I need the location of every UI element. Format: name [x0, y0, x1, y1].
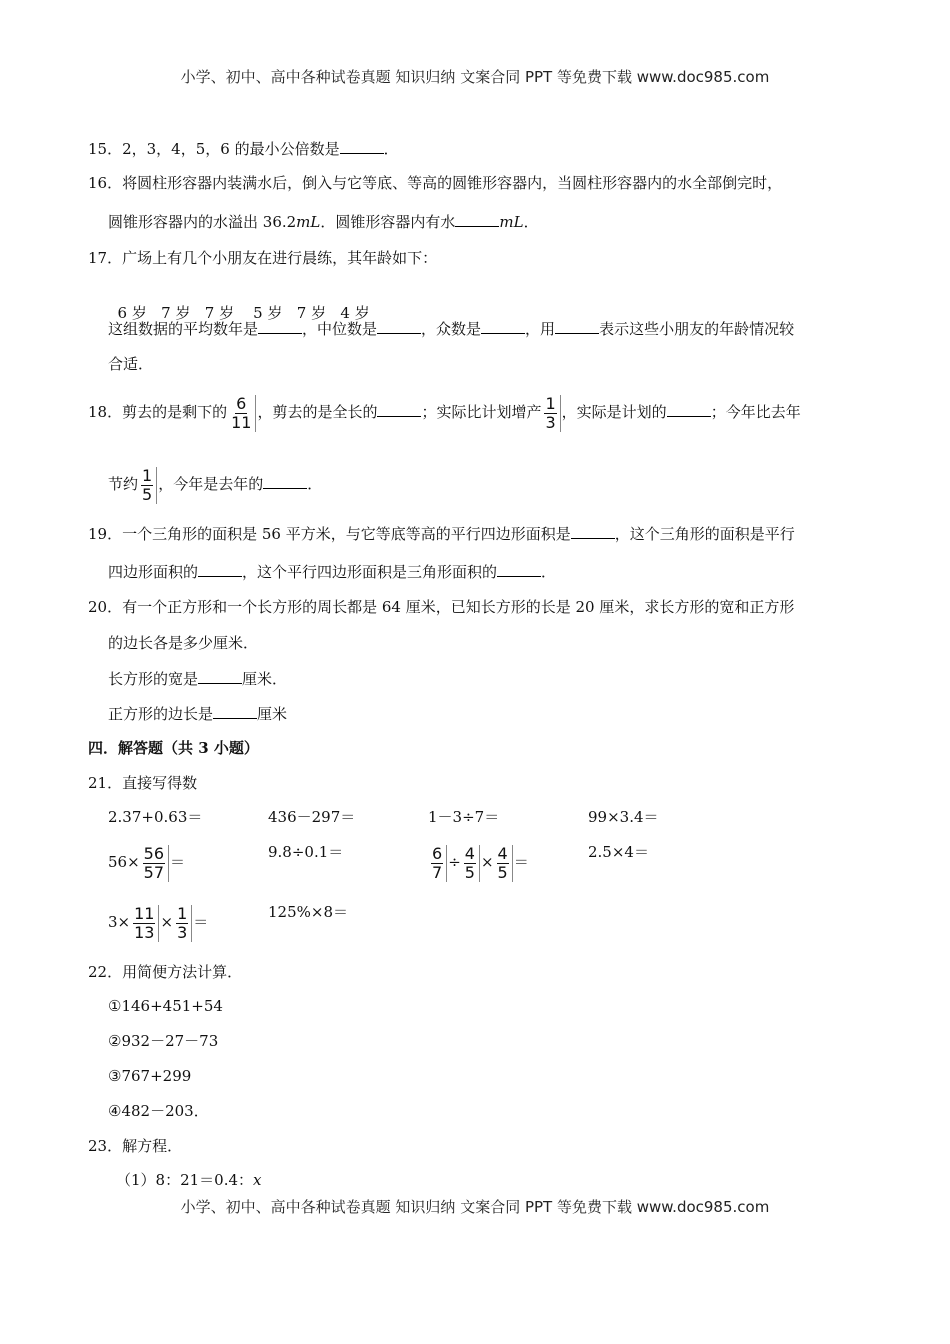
q21-r3f1-den: 13 [134, 922, 155, 942]
q17-line3e: 表示这些小朋友的年龄情况较 [599, 320, 795, 338]
q21-r3a: 3× [108, 913, 131, 931]
question-18-line2 [108, 464, 322, 504]
q18-end: ． [307, 475, 323, 493]
q21-r1-c3: 1－3÷7＝ [428, 808, 500, 826]
q21-title: 21．直接写得数 [88, 774, 198, 792]
q17-blank-mean[interactable] [258, 318, 302, 334]
q20-blank-width[interactable] [198, 668, 242, 684]
q17-blank-measure[interactable] [555, 318, 599, 334]
page-header: 小学、初中、高中各种试卷真题 知识归纳 文案合同 PPT 等免费下载 www.doc985.com [180, 68, 770, 86]
question-23-title [88, 1136, 182, 1156]
q18-blank-1[interactable] [377, 401, 421, 417]
question-19-line1 [88, 523, 795, 544]
q16-unit-1: mL [296, 213, 321, 231]
q21-r3-c2: 125%×8＝ [268, 903, 348, 921]
q21-r2-eq: ＝ [513, 853, 529, 871]
q23-title: 23．解方程． [88, 1137, 183, 1155]
q17-line1: 17．广场上有几个小朋友在进行晨练，其年龄如下： [88, 249, 438, 267]
q21-r2-c3 [428, 842, 529, 882]
q21-r3f2-den: 3 [177, 922, 188, 942]
q19-blank-3[interactable] [497, 561, 541, 577]
q21-r1-c2: 436－297＝ [268, 808, 356, 826]
q18-fraction-3 [139, 467, 157, 504]
q22-item-4: ④482－203． [108, 1102, 209, 1120]
q20-blank-side[interactable] [213, 703, 257, 719]
q21-r2d2-den: 5 [464, 862, 475, 882]
question-19-line2 [108, 561, 556, 582]
q16-line1: 16．将圆柱形容器内装满水后，倒入与它等底、等高的圆锥形容器内，当圆柱形容器内的水全部倒完时， [88, 174, 783, 192]
q21-r2d2-num: 4 [464, 843, 475, 863]
q17-line3d: ，用 [525, 320, 556, 338]
q15-blank[interactable] [340, 138, 384, 154]
q19-end: ． [541, 563, 557, 581]
q21-r3-c1 [108, 902, 208, 942]
q17-line4: 合适． [108, 355, 154, 373]
q21-r2f-num: 56 [143, 843, 165, 863]
q21-r2-c4: 2.5×4＝ [588, 843, 649, 861]
q20-s-b: 厘米 [257, 705, 288, 723]
q18-a: 18．剪去的是剩下的 [88, 403, 228, 421]
q18-f2-num: 1 [545, 393, 556, 413]
q20-s-a: 正方形的边长是 [108, 705, 214, 723]
q18-e: ；今年比去年 [710, 403, 801, 421]
q17-line3b: ，中位数是 [302, 320, 378, 338]
q23-part-1 [116, 1170, 262, 1190]
q21-r2d1-num: 6 [432, 843, 443, 863]
q18-f1-num: 6 [236, 393, 247, 413]
question-20-line1 [88, 597, 794, 617]
q21-r2-c1 [108, 842, 185, 882]
q22-item-1: ①146+451+54 [108, 997, 223, 1015]
q21-r3-op: × [160, 913, 174, 931]
q23-p1x: x [253, 1171, 262, 1189]
q18-d: ，实际是计划的 [561, 403, 667, 421]
question-15 [88, 138, 399, 159]
q21-r2-d2 [462, 845, 480, 882]
q16-blank[interactable] [455, 211, 499, 227]
question-22-title [88, 962, 242, 982]
question-16-line1 [88, 173, 782, 193]
q17-line3c: ，众数是 [421, 320, 482, 338]
q16-unit-2: mL [499, 213, 524, 231]
q18-b: ，剪去的是全长的 [257, 403, 378, 421]
question-16-line2 [108, 211, 539, 232]
q19-blank-1[interactable] [571, 523, 615, 539]
q16-line2b: ．圆锥形容器内有水 [320, 213, 456, 231]
q21-r2-c2: 9.8÷0.1＝ [268, 843, 344, 861]
q18-fraction-2 [542, 395, 560, 432]
q21-r3f2-num: 1 [177, 903, 188, 923]
q21-r1-c4: 99×3.4＝ [588, 808, 659, 826]
q18-f3-num: 1 [142, 465, 153, 485]
q18-blank-3[interactable] [263, 473, 307, 489]
q21-r2d1-den: 7 [432, 862, 443, 882]
question-20-width [108, 668, 287, 689]
question-17-line1 [88, 248, 437, 268]
q19-a: 19．一个三角形的面积是 56 平方米，与它等底等高的平行四边形面积是 [88, 525, 571, 543]
q21-r2-fraction [141, 845, 169, 882]
q18-blank-2[interactable] [667, 401, 711, 417]
q17-ages: 6 岁 7 岁 7 岁 5 岁 7 岁 4 岁 [117, 304, 370, 322]
q21-r2-op2: × [480, 853, 494, 871]
question-20-side [108, 703, 287, 724]
q16-end: ． [523, 213, 539, 231]
question-21-title [88, 773, 197, 793]
section-4-title [88, 738, 259, 758]
q15-text: 15．2，3，4，5，6 的最小公倍数是 [88, 140, 340, 158]
q22-item-2: ②932－27－73 [108, 1032, 219, 1050]
q18-h: ，今年是去年的 [158, 475, 264, 493]
q20-w-a: 长方形的宽是 [108, 670, 199, 688]
q21-r2-d1 [429, 845, 447, 882]
q18-g: 节约 [108, 475, 139, 493]
q21-r3-f2 [174, 905, 192, 942]
q19-c: 四边形面积的 [108, 563, 199, 581]
q19-b: ，这个三角形的面积是平行 [614, 525, 795, 543]
q15-end: ． [383, 140, 399, 158]
q20-line1: 20．有一个正方形和一个长方形的周长都是 64 厘米，已知长方形的长是 20 厘米，求长方形的宽和正方形 [88, 598, 795, 616]
question-17-line3 [108, 318, 794, 339]
q18-f2-den: 3 [545, 412, 556, 432]
q22-title: 22．用简便方法计算． [88, 963, 243, 981]
q21-r2f-den: 57 [143, 862, 165, 882]
q21-r2d3-num: 4 [497, 843, 508, 863]
q17-blank-mode[interactable] [481, 318, 525, 334]
q21-r2-op1: ÷ [448, 853, 461, 871]
q20-w-b: 厘米． [242, 670, 288, 688]
q18-f3-den: 5 [142, 484, 153, 504]
q23-p1a: （1）8：21＝0.4： [116, 1171, 254, 1189]
q17-line3a: 这组数据的平均数年是 [108, 320, 259, 338]
q21-r2-d3 [495, 845, 513, 882]
q17-blank-median[interactable] [377, 318, 421, 334]
q19-blank-2[interactable] [198, 561, 242, 577]
q22-item-3: ③767+299 [108, 1067, 192, 1085]
page-footer: 小学、初中、高中各种试卷真题 知识归纳 文案合同 PPT 等免费下载 www.doc985.com [180, 1198, 770, 1216]
q21-r3-eq: ＝ [193, 913, 209, 931]
section-4-text: 四．解答题（共 3 小题） [88, 739, 259, 757]
question-17-line4 [108, 354, 153, 374]
question-20-line2 [108, 633, 258, 653]
q21-r3f1-num: 11 [134, 903, 155, 923]
q19-d: ，这个平行四边形面积是三角形面积的 [242, 563, 498, 581]
q18-f1-den: 11 [231, 412, 252, 432]
question-18-line1 [88, 392, 801, 432]
q18-fraction-1 [228, 395, 256, 432]
q20-line2: 的边长各是多少厘米． [108, 634, 259, 652]
q21-r2a: 56× [108, 853, 140, 871]
q18-c: ；实际比计划增产 [421, 403, 542, 421]
q21-r2b: ＝ [170, 853, 186, 871]
q21-r2d3-den: 5 [497, 862, 508, 882]
q21-r1-c1: 2.37+0.63＝ [108, 808, 203, 826]
q21-r3-f1 [131, 905, 159, 942]
q16-line2a: 圆锥形容器内的水溢出 36.2 [108, 213, 297, 231]
question-17-ages [108, 283, 370, 323]
